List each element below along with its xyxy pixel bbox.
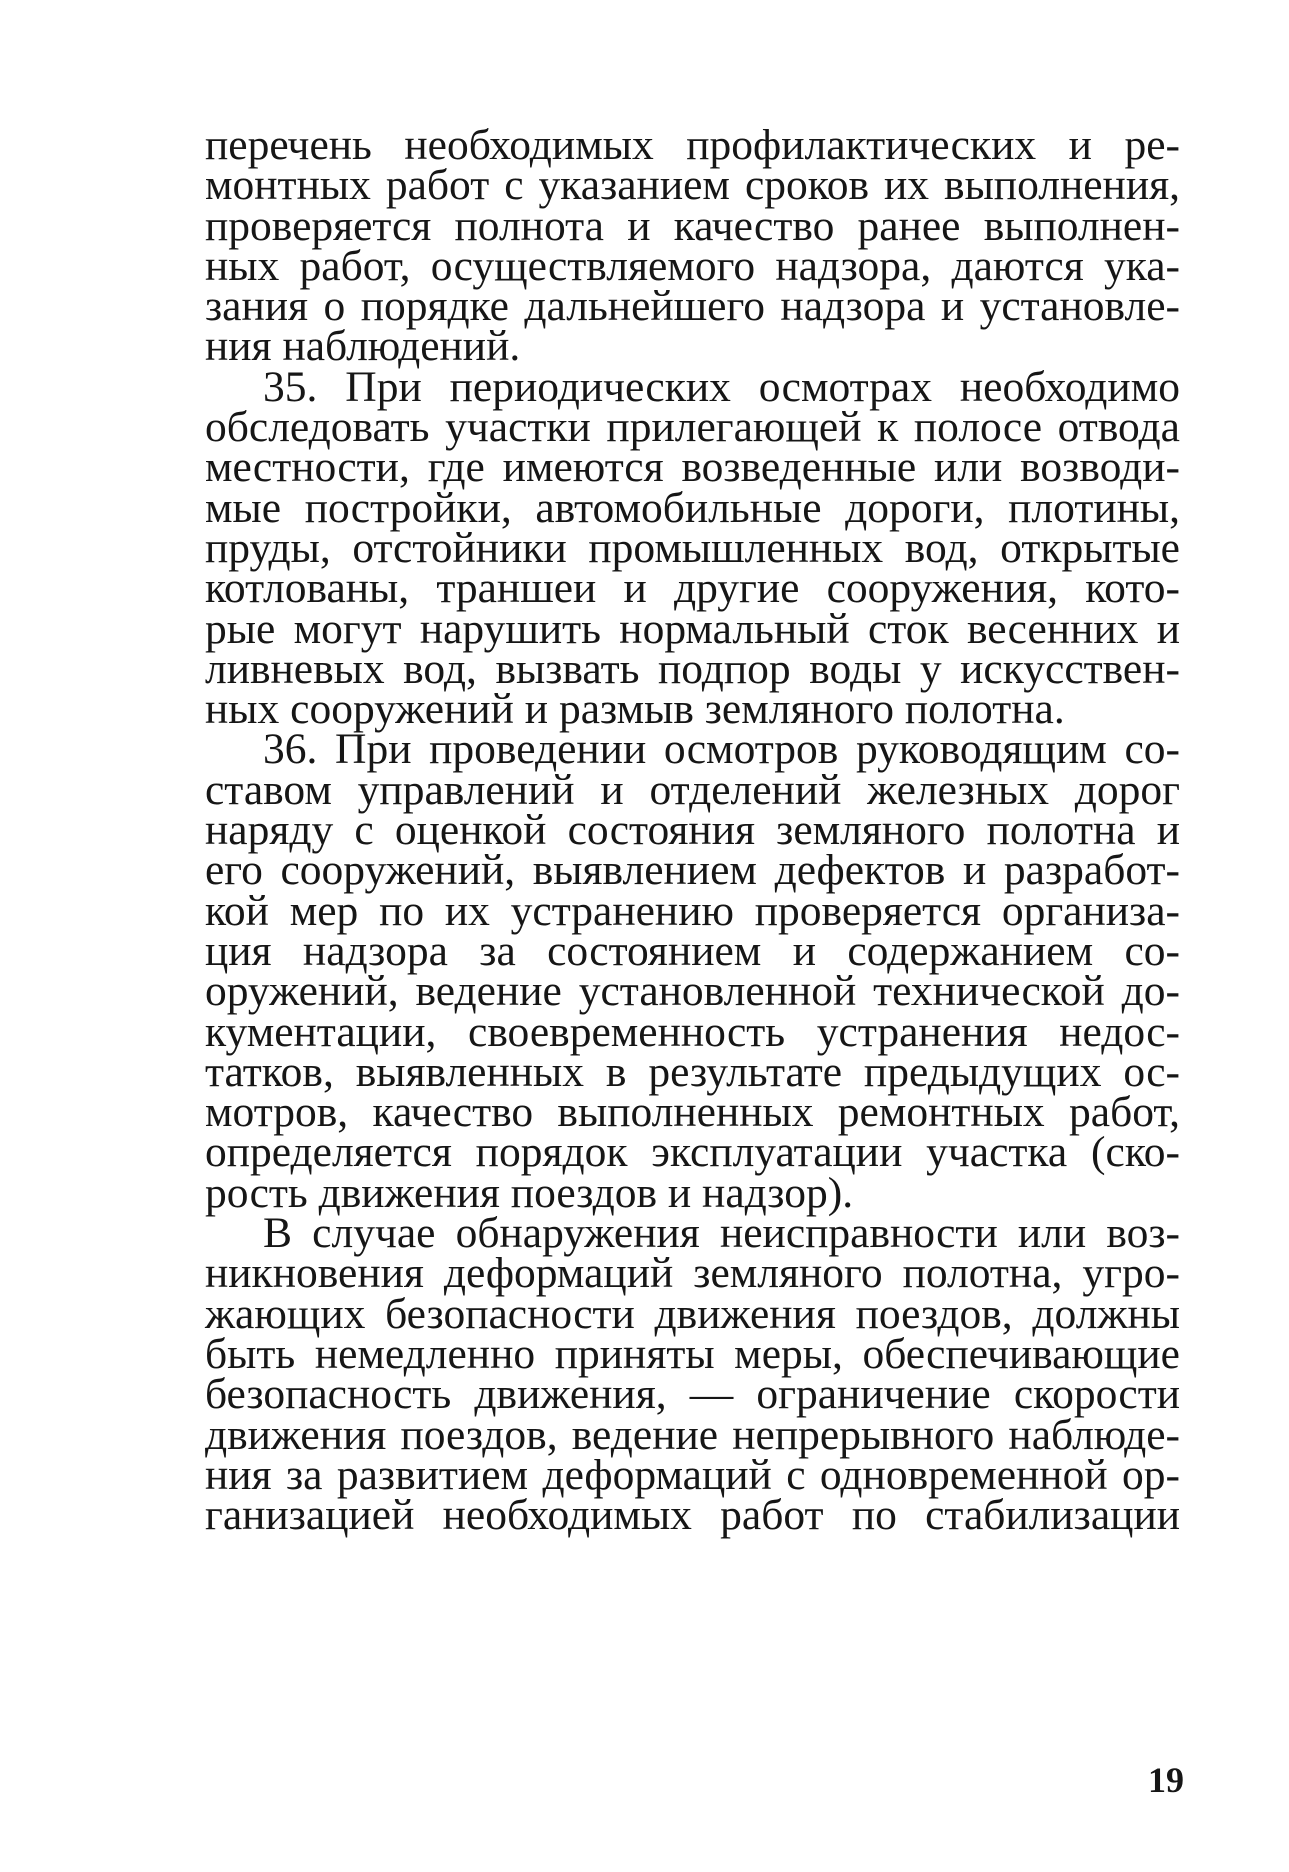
text-line: ния наблюдений. <box>205 322 521 371</box>
text-line: обследовать участки прилегающей к полосе отвода <box>205 403 1180 452</box>
text-line: наряду с оценкой состояния земляного полотна и <box>205 806 1180 855</box>
text-line: рость движения поездов и надзор). <box>205 1168 854 1217</box>
text-line: ния за развитием деформаций с одновременной ор- <box>205 1450 1180 1499</box>
text-line: оружений, ведение установленной технической до- <box>205 967 1180 1016</box>
text-line: жающих безопасности движения поездов, должны <box>205 1289 1180 1338</box>
text-line: ливневых вод, вызвать подпор воды у искусствен- <box>205 644 1180 693</box>
text-line: безопасность движения, — ограничение скорости <box>205 1370 1180 1419</box>
text-line: ных работ, осуществляемого надзора, даются ука- <box>205 241 1180 290</box>
text-line: ганизацией необходимых работ по стабилизации <box>205 1491 1180 1540</box>
text-line: определяется порядок эксплуатации участка (ско- <box>205 1128 1180 1177</box>
text-line: никновения деформаций земляного полотна, угро- <box>205 1249 1180 1298</box>
text-line: мые постройки, автомобильные дороги, плотины, <box>205 483 1180 532</box>
text-line: движения поездов, ведение непрерывного наблюде- <box>205 1410 1180 1459</box>
text-line: татков, выявленных в результате предыдущих ос- <box>205 1047 1180 1096</box>
body-text <box>205 121 1180 1540</box>
paragraph-36 <box>205 725 1180 1217</box>
text-line: рые могут нарушить нормальный сток весенних и <box>205 604 1180 653</box>
text-line: проверяется полнота и качество ранее выполнен- <box>205 201 1180 250</box>
text-line: монтных работ с указанием сроков их выполнения, <box>205 161 1180 210</box>
paragraph-malfunction <box>205 1209 1180 1540</box>
text-line: В случае обнаружения неисправности или воз- <box>263 1209 1180 1258</box>
text-line: ставом управлений и отделений железных дорог <box>205 765 1180 814</box>
text-line: зания о порядке дальнейшего надзора и установле- <box>205 282 1180 331</box>
text-line: котлованы, траншеи и другие сооружения, кото- <box>205 564 1180 613</box>
text-line: местности, где имеются возведенные или возводи- <box>205 443 1180 492</box>
paragraph-35 <box>205 362 1180 734</box>
text-line: кументации, своевременность устранения недос- <box>205 1007 1180 1056</box>
text-line: 35. При периодических осмотрах необходимо <box>263 362 1180 411</box>
text-line: ных сооружений и размыв земляного полотна. <box>205 685 1065 734</box>
paragraph-continued <box>205 121 1180 371</box>
text-line: ция надзора за состоянием и содержанием со- <box>205 926 1180 975</box>
text-line: мотров, качество выполненных ремонтных работ, <box>205 1088 1180 1137</box>
text-line: быть немедленно приняты меры, обеспечивающие <box>205 1329 1180 1378</box>
text-line: 36. При проведении осмотров руководящим со- <box>263 725 1180 774</box>
text-line: кой мер по их устранению проверяется организа- <box>205 886 1180 935</box>
text-line: перечень необходимых профилактических и ре- <box>205 121 1180 169</box>
text-line: пруды, отстойники промышленных вод, открытые <box>205 523 1180 572</box>
text-line: его сооружений, выявлением дефектов и разработ- <box>205 846 1180 895</box>
page-number: 19 <box>1148 1760 1184 1800</box>
